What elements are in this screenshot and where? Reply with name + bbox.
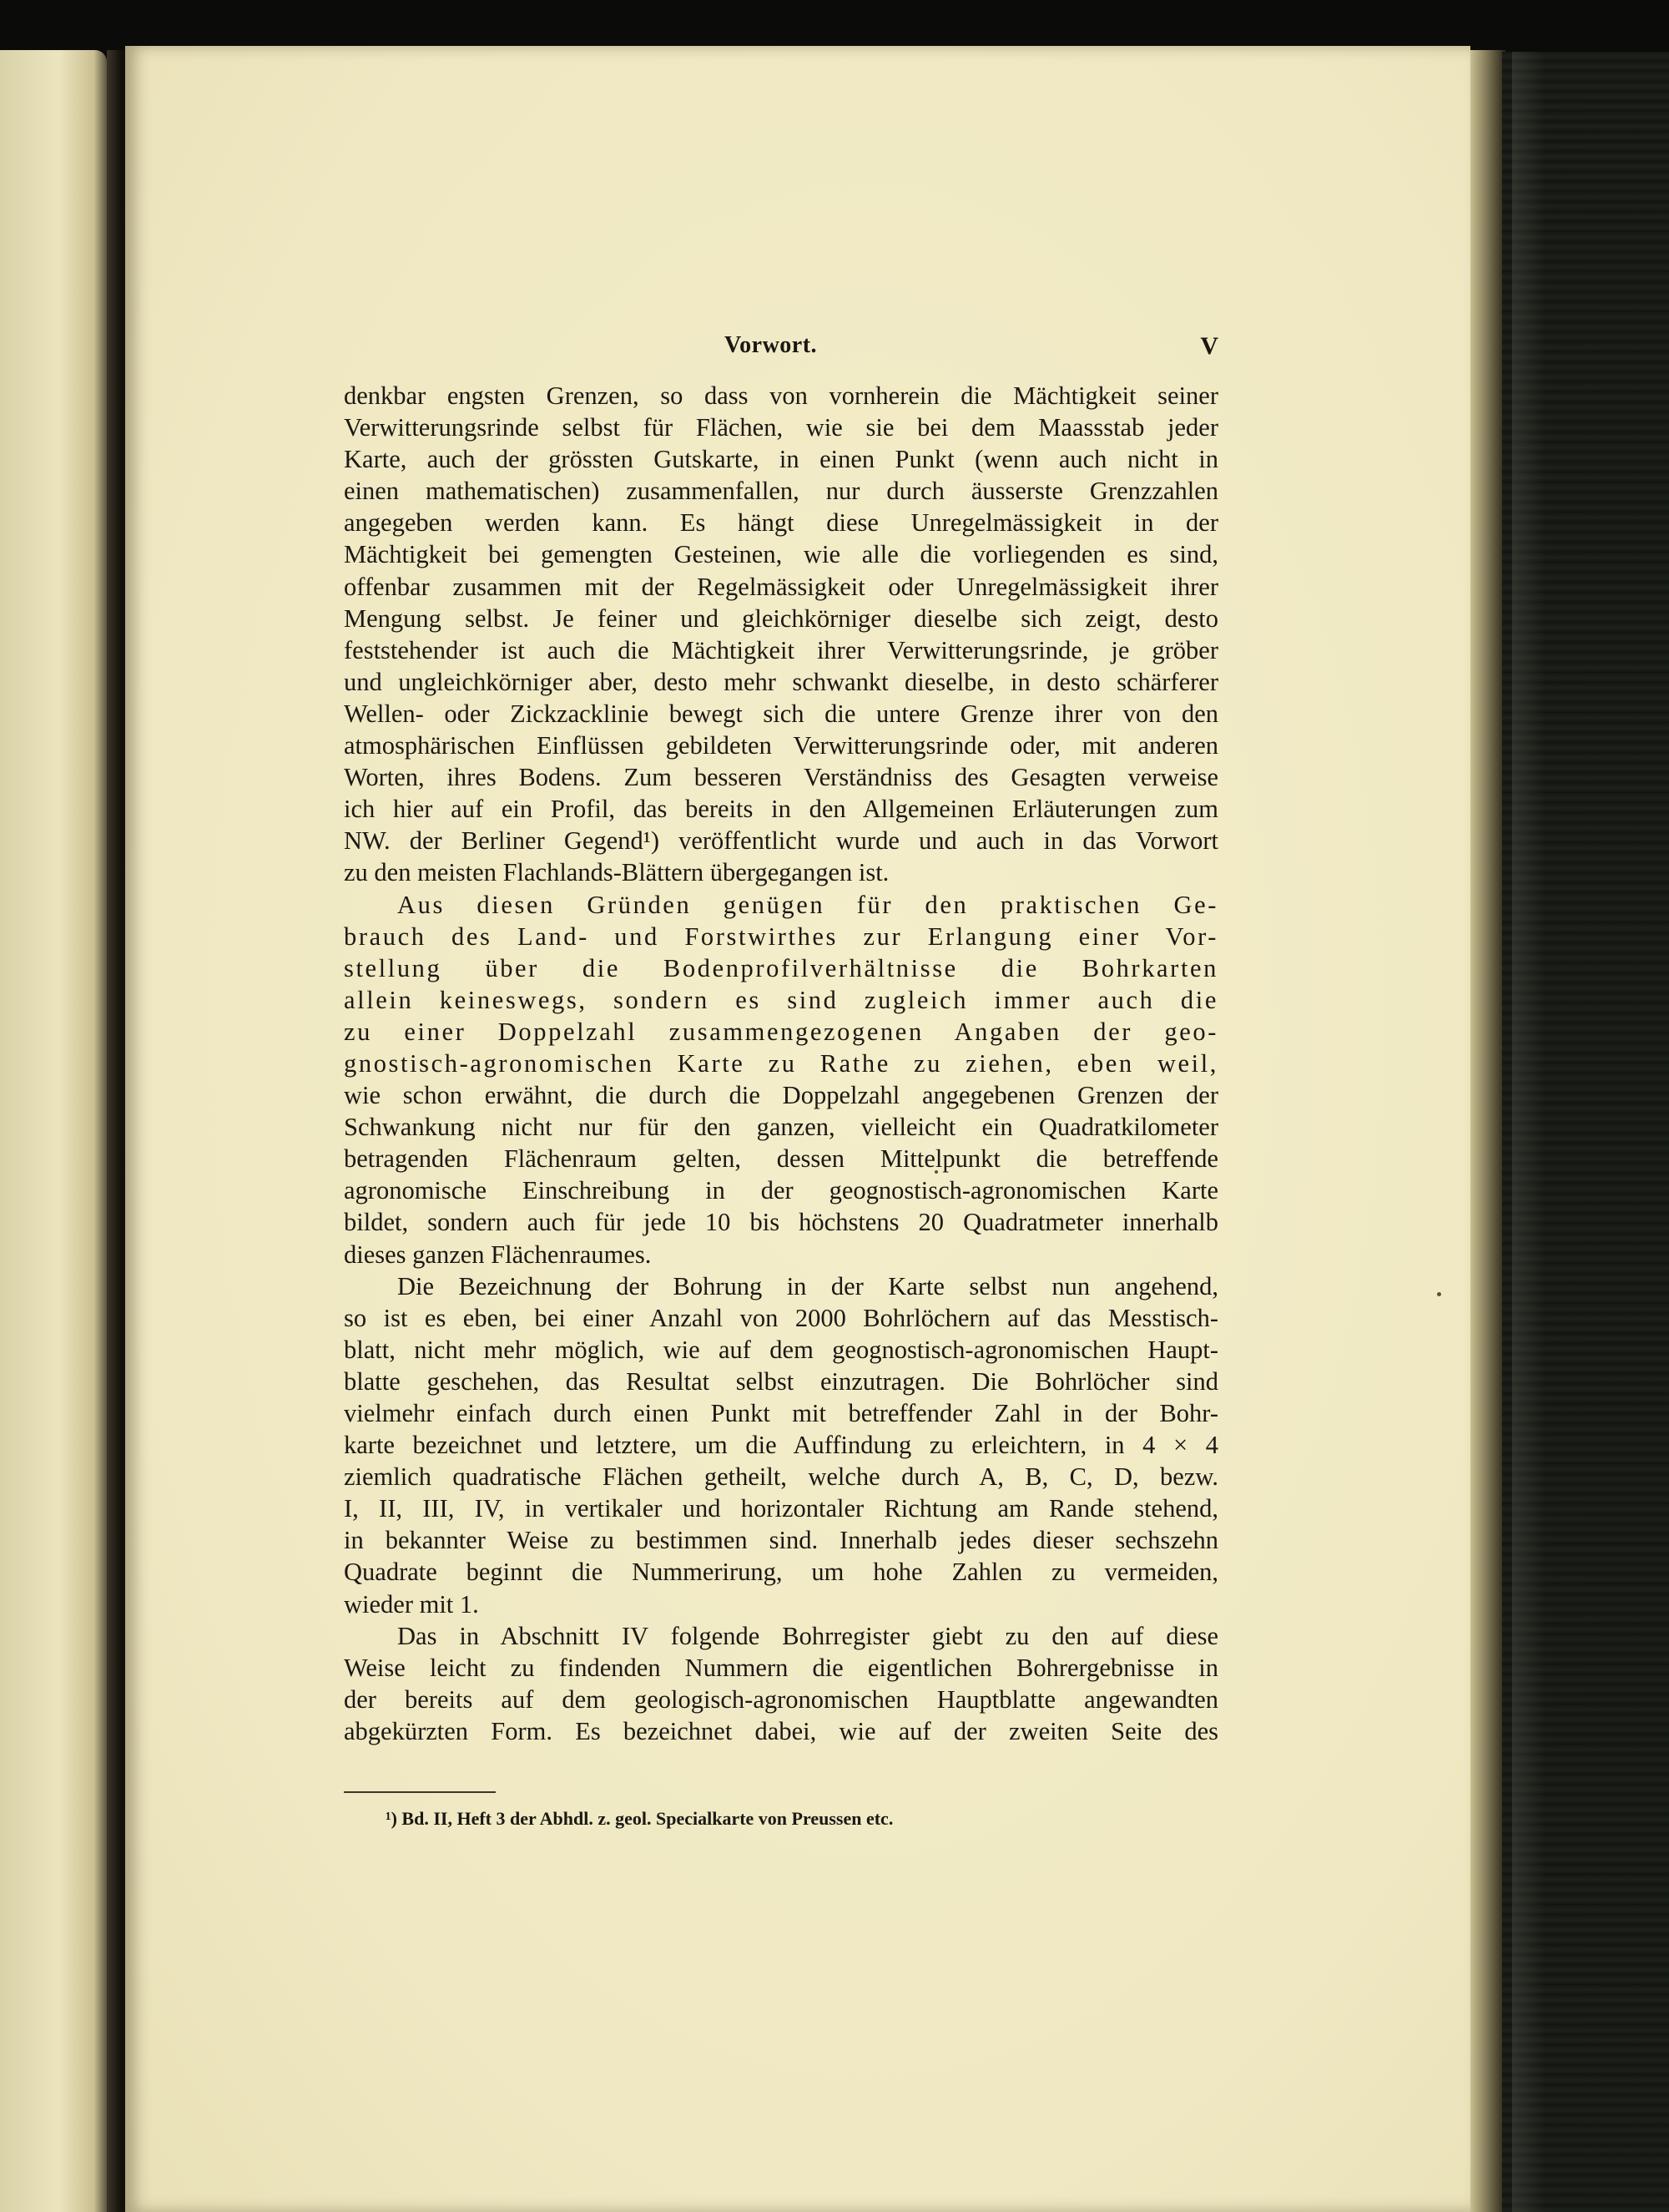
footnote-rule [344,1791,496,1793]
text-line: Weise leicht zu findenden Nummern die eigentlichen Bohrergebnisse in [344,1653,1218,1682]
text-line: Worten, ihres Bodens. Zum besseren Verständniss des Gesagten verweise [344,763,1218,792]
text-line: ziemlich quadratische Flächen getheilt, welche durch A, B, C, D, bezw. [344,1462,1218,1492]
text-line: I, II, III, IV, in vertikaler und horizontaler Richtung am Rande stehend, [344,1494,1218,1523]
footnote: ¹) Bd. II, Heft 3 der Abhdl. z. geol. Specialkarte von Preussen etc. [386,1808,894,1829]
text-line: bildet, sondern auch für jede 10 bis höchstens 20 Quadratmeter innerhalb [344,1208,1218,1237]
body-text [344,380,1218,1747]
page-number: V [1200,332,1218,360]
text-line: zu einer Doppelzahl zusammengezogenen Angaben der geo- [344,1017,1218,1046]
text-line: und ungleichkörniger aber, desto mehr schwankt dieselbe, in desto schärferer [344,667,1218,696]
text-line: so ist es eben, bei einer Anzahl von 2000 Bohrlöchern auf das Messtisch- [344,1303,1218,1332]
text-line: Karte, auch der grössten Gutskarte, in einen Punkt (wenn auch nicht in [344,445,1218,474]
running-title: Vorwort. [724,332,818,358]
text-line: atmosphärischen Einflüssen gebildeten Verwitterungsrinde oder, mit anderen [344,731,1218,760]
paragraph [344,380,1218,889]
text-line: gnostisch-agronomischen Karte zu Rathe zu ziehen, eben weil, [344,1048,1218,1078]
paper-speck [1437,1292,1441,1296]
paragraph [344,1620,1218,1747]
text-line: brauch des Land- und Forstwirthes zur Erlangung einer Vor- [344,922,1218,951]
text-line: Wellen- oder Zickzacklinie bewegt sich die untere Grenze ihrer von den [344,699,1218,728]
text-line: Aus diesen Gründen genügen für den praktischen Ge- [397,890,1218,919]
text-line: Mengung selbst. Je feiner und gleichkörniger dieselbe sich zeigt, desto [344,604,1218,633]
text-line: dieses ganzen Flächenraumes. [344,1240,652,1269]
text-line: angegeben werden kann. Es hängt diese Unregelmässigkeit in der [344,508,1218,538]
left-page-edge [0,50,107,2212]
text-line: wie schon erwähnt, die durch die Doppelzahl angegebenen Grenzen der [344,1081,1218,1110]
text-line: Mächtigkeit bei gemengten Gesteinen, wie alle die vorliegenden es sind, [344,540,1218,569]
paragraph [344,1270,1218,1620]
text-line: NW. der Berliner Gegend¹) veröffentlicht wurde und auch in das Vorwort [344,826,1218,856]
text-line: Verwitterungsrinde selbst für Flächen, wie sie bei dem Maassstab jeder [344,413,1218,442]
right-page-edge [1470,50,1505,2212]
text-line: agronomische Einschreibung in der geognostisch-agronomischen Karte [344,1176,1218,1205]
text-line: Die Bezeichnung der Bohrung in der Karte selbst nun angehend, [397,1271,1218,1300]
text-line: stellung über die Bodenprofilverhältnisse die Bohrkarten [344,953,1218,982]
text-line: der bereits auf dem geologisch-agronomischen Hauptblatte angewandten [344,1684,1218,1714]
text-line: denkbar engsten Grenzen, so dass von vornherein die Mächtigkeit seiner [344,381,1218,410]
text-line: zu den meisten Flachlands-Blättern übergegangen ist. [344,858,890,887]
page-header [344,332,1218,366]
text-line: blatt, nicht mehr möglich, wie auf dem geognostisch-agronomischen Haupt- [344,1335,1218,1364]
text-line: vielmehr einfach durch einen Punkt mit betreffender Zahl in der Bohr- [344,1399,1218,1427]
text-line: betragenden Flächenraum gelten, dessen Mittelpunkt die betreffende [344,1144,1218,1174]
text-line: abgekürzten Form. Es bezeichnet dabei, wie auf der zweiten Seite des [344,1716,1218,1745]
text-line: Quadrate beginnt die Nummerirung, um hohe Zahlen zu vermeiden, [344,1558,1218,1587]
text-line: blatte geschehen, das Resultat selbst einzutragen. Die Bohrlöcher sind [344,1366,1218,1396]
text-line: Schwankung nicht nur für den ganzen, vielleicht ein Quadratkilometer [344,1113,1218,1142]
text-line: offenbar zusammen mit der Regelmässigkeit oder Unregelmässigkeit ihrer [344,572,1218,601]
text-line: ich hier auf ein Profil, das bereits in den Allgemeinen Erläuterungen zum [344,795,1218,824]
text-line: einen mathematischen) zusammenfallen, nur durch äusserste Grenzzahlen [344,477,1218,506]
text-line: wieder mit 1. [344,1589,479,1619]
binding-highlight [1512,52,1545,2212]
text-line: allein keineswegs, sondern es sind zugleich immer auch die [344,985,1218,1014]
paragraph [344,889,1218,1270]
text-line: in bekannter Weise zu bestimmen sind. Innerhalb jedes dieser sechszehn [344,1526,1218,1555]
text-line: Das in Abschnitt IV folgende Bohrregister giebt zu den auf diese [397,1621,1218,1650]
text-line: karte bezeichnet und letztere, um die Auffindung zu erleichtern, in 4 × 4 [344,1431,1218,1460]
text-line: feststehender ist auch die Mächtigkeit ihrer Verwitterungsrinde, je gröber [344,635,1218,664]
